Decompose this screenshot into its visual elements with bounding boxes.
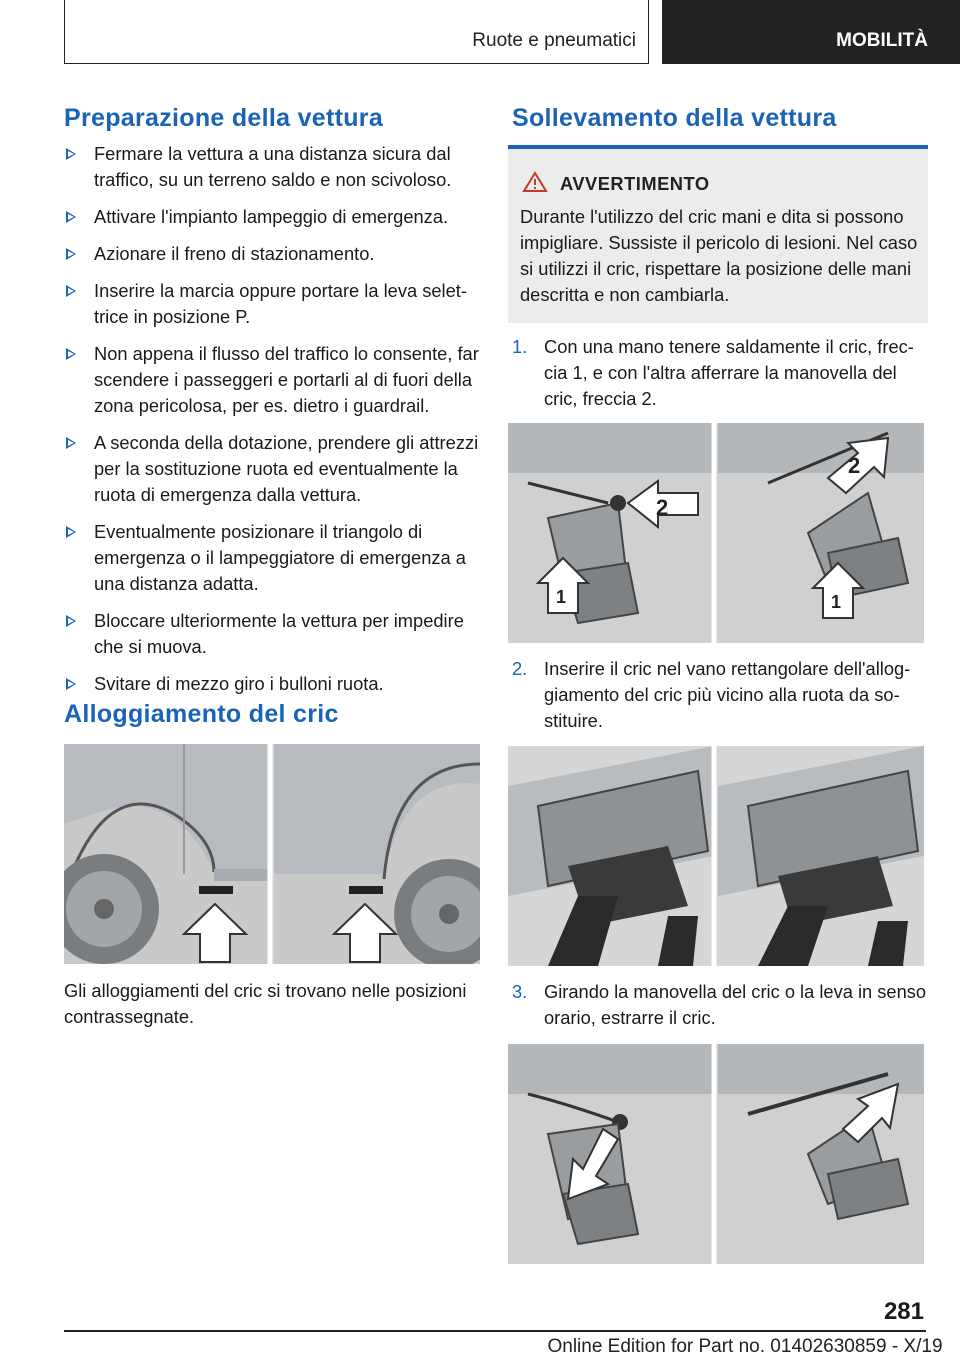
jack-insert-figure [508,746,924,966]
list-item: A seconda della dotazione, prendere gli attrezzi per la sostituzione ruota ed eventualmente la ruota di emergenza dalla vettura. [64,430,484,508]
list-item: Azionare il freno di stazionamento. [64,241,484,267]
warning-triangle-icon [522,171,548,193]
warning-text: Durante l'utilizzo del cric mani e dita si possono impigliare. Sussiste il pericolo di lesioni. Nel caso si utilizzi il cric, rispettare la posizione delle mani descritta e non cambiarla. [520,206,918,305]
footer-rule [64,1330,926,1332]
arrow-label-1: 1 [556,587,567,607]
running-header-chapter [662,0,960,64]
steps-list-2 [512,656,928,734]
list-item: Inserire la marcia oppure portare la leva selettrice in posizione P. [64,278,484,330]
list-item: Eventualmente posizionare il triangolo di emergenza o il lampeggiatore di emergenza a una distanza adatta. [64,519,484,597]
triangle-bullet-icon [66,248,76,260]
triangle-bullet-icon [66,615,76,627]
warning-title: AVVERTIMENTO [560,173,710,194]
list-item: Bloccare ulteriormente la vettura per impedire che si muova. [64,608,484,660]
triangle-bullet-icon [66,211,76,223]
steps-list-3 [512,979,928,1031]
jack-crank-figure [508,1044,924,1264]
list-item: Fermare la vettura a una distanza sicura dal traffico, su un terreno saldo e non scivoloso. [64,141,484,193]
header-chapter-title: MOBILITÀ [836,30,928,51]
list-item: Attivare l'impianto lampeggio di emergenza. [64,204,484,230]
triangle-bullet-icon [66,526,76,538]
preparation-list [64,141,484,708]
heading-alloggiamento: Alloggiamento del cric [64,700,339,728]
steps-list-1 [512,334,928,412]
running-header-section [64,0,649,64]
arrow-label-2b: 2 [848,453,861,478]
triangle-bullet-icon [66,437,76,449]
triangle-bullet-icon [66,285,76,297]
page-number: 281 [883,1298,924,1325]
arrow-label-2: 2 [656,495,669,520]
heading-preparazione: Preparazione della vettura [64,104,384,132]
jack-hold-figure [508,423,924,643]
arrow-label-1b: 1 [831,592,842,612]
jack-points-figure [64,744,480,964]
heading-sollevamento: Sollevamento della vettura [512,104,837,132]
header-section-title: Ruote e pneumatici [472,30,636,51]
triangle-bullet-icon [66,148,76,160]
triangle-bullet-icon [66,348,76,360]
list-item: Non appena il flusso del traffico lo consente, far scendere i passeggeri e portarli al di fuori della zona pericolosa, per es. dietro i guardrail. [64,341,484,419]
figure-caption: Gli alloggiamenti del cric si trovano nelle posizioni contrassegnate. [64,980,467,1027]
warning-box [508,149,928,323]
list-item: 1. Con una mano tenere saldamente il cric, freccia 1, e con l'altra afferrare la manovella del cric, freccia 2. [512,336,914,409]
list-item: 3. Girando la manovella del cric o la leva in senso orario, estrarre il cric. [512,981,927,1028]
footer-edition: Online Edition for Part no. 01402630859 - X/19 [547,1336,943,1357]
triangle-bullet-icon [66,678,76,690]
list-item: 2. Inserire il cric nel vano rettangolare dell'alloggiamento del cric più vicino alla ruota da sostituire. [512,658,911,731]
list-item: Svitare di mezzo giro i bulloni ruota. [64,671,484,697]
